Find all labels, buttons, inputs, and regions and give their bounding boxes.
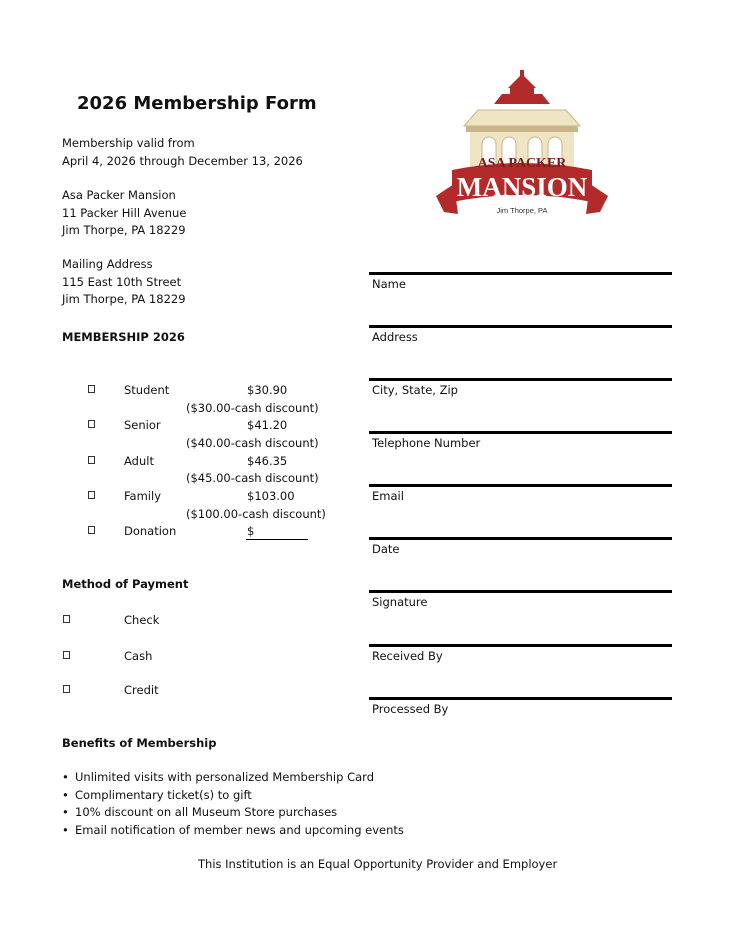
logo-graphic	[430, 66, 614, 226]
location-address	[62, 187, 186, 240]
validity-block	[62, 135, 303, 170]
checkbox-credit[interactable]	[63, 685, 70, 693]
donation-amount-symbol: $	[247, 524, 255, 538]
membership-price-student: $30.90	[247, 383, 288, 397]
mailing-address	[62, 256, 186, 309]
field-label-date: Date	[372, 542, 400, 556]
mailing-city: Jim Thorpe, PA 18229	[62, 292, 186, 306]
field-line-city-state-zip[interactable]	[369, 378, 672, 381]
field-line-date[interactable]	[369, 537, 672, 540]
benefit-item: • 10% discount on all Museum Store purchases	[62, 804, 404, 822]
field-line-signature[interactable]	[369, 590, 672, 593]
field-label-address: Address	[372, 330, 418, 344]
membership-heading: MEMBERSHIP 2026	[62, 330, 185, 344]
checkbox-student[interactable]	[88, 385, 95, 393]
membership-label-donation: Donation	[124, 524, 177, 538]
benefits-heading: Benefits of Membership	[62, 736, 217, 750]
field-line-processed-by[interactable]	[369, 697, 672, 700]
benefit-item: • Complimentary ticket(s) to gift	[62, 787, 404, 805]
mailing-heading: Mailing Address	[62, 257, 153, 271]
asa-packer-mansion-logo	[430, 66, 614, 226]
location-city: Jim Thorpe, PA 18229	[62, 223, 186, 237]
field-line-name[interactable]	[369, 272, 672, 275]
field-line-address[interactable]	[369, 325, 672, 328]
mailing-street: 115 East 10th Street	[62, 274, 182, 289]
membership-price-senior: $41.20	[247, 418, 288, 432]
checkbox-donation[interactable]	[88, 526, 95, 534]
membership-label-senior: Senior	[124, 418, 161, 432]
location-street: 11 Packer Hill Avenue	[62, 205, 187, 220]
membership-price-adult: $46.35	[247, 454, 288, 468]
checkbox-senior[interactable]	[88, 420, 95, 428]
logo-top-text: ASA PACKER	[477, 156, 567, 171]
logo-main-text: MANSION	[456, 172, 588, 202]
payment-heading: Method of Payment	[62, 577, 189, 591]
logo-sub-text: Jim Thorpe, PA	[496, 206, 548, 215]
checkbox-check[interactable]	[63, 615, 70, 623]
donation-amount-line[interactable]	[246, 539, 308, 540]
benefit-item: • Unlimited visits with personalized Membership Card	[62, 769, 404, 787]
field-label-processed-by: Processed By	[372, 702, 449, 716]
membership-price-family: $103.00	[247, 489, 295, 503]
field-label-name: Name	[372, 277, 406, 291]
field-label-email: Email	[372, 489, 404, 503]
benefits-list	[62, 769, 404, 839]
footer-statement: This Institution is an Equal Opportunity Provider and Employer	[198, 857, 558, 871]
payment-option-cash: Cash	[124, 649, 153, 663]
page-title: 2026 Membership Form	[77, 93, 317, 114]
validity-line-2: April 4, 2026 through December 13, 2026	[62, 153, 303, 168]
field-line-email[interactable]	[369, 484, 672, 487]
location-name: Asa Packer Mansion	[62, 188, 176, 202]
checkbox-adult[interactable]	[88, 456, 95, 464]
field-line-telephone[interactable]	[369, 431, 672, 434]
membership-label-student: Student	[124, 383, 170, 397]
validity-line-1: Membership valid from	[62, 136, 195, 150]
field-label-received-by: Received By	[372, 649, 443, 663]
membership-label-adult: Adult	[124, 454, 154, 468]
membership-discount-adult: ($45.00-cash discount)	[186, 471, 319, 485]
payment-option-credit: Credit	[124, 683, 159, 697]
membership-discount-family: ($100.00-cash discount)	[186, 507, 326, 521]
field-label-city-state-zip: City, State, Zip	[372, 383, 458, 397]
field-label-signature: Signature	[372, 595, 428, 609]
benefit-item: • Email notification of member news and upcoming events	[62, 822, 404, 840]
field-label-telephone: Telephone Number	[372, 436, 481, 450]
checkbox-cash[interactable]	[63, 651, 70, 659]
payment-option-check: Check	[124, 613, 160, 627]
field-line-received-by[interactable]	[369, 644, 672, 647]
checkbox-family[interactable]	[88, 491, 95, 499]
membership-discount-student: ($30.00-cash discount)	[186, 401, 319, 415]
membership-discount-senior: ($40.00-cash discount)	[186, 436, 319, 450]
membership-label-family: Family	[124, 489, 162, 503]
